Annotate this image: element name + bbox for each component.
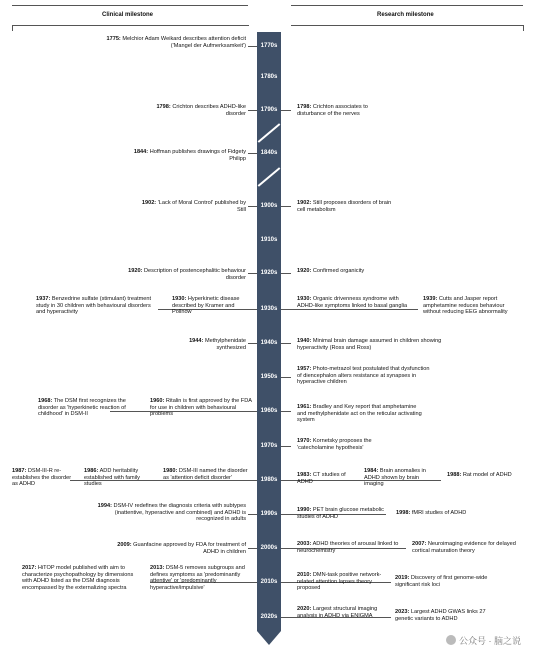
clinical-event: 1937: Benzedrine sulfate (stimulant) treatment study in 30 children with behavioural disorders and hyperactivity bbox=[36, 296, 152, 316]
timeline-arrow bbox=[257, 631, 281, 645]
decade-label: 2000s bbox=[260, 545, 278, 551]
decade-label: 1990s bbox=[260, 511, 278, 517]
research-event: 1988: Rat model of ADHD bbox=[447, 472, 512, 478]
connector bbox=[248, 46, 257, 47]
decade-label: 1950s bbox=[260, 374, 278, 380]
connector bbox=[281, 446, 291, 447]
decade-label: 1970s bbox=[260, 443, 278, 449]
research-event: 2023: Largest ADHD GWAS links 27 genetic variants to ADHD bbox=[395, 609, 486, 622]
research-event: 2010: DMN-task positive network-related attention lapses theory proposed bbox=[297, 572, 382, 592]
research-event: 2003: ADHD theories of arousal linked to neurochemistry bbox=[297, 541, 399, 554]
clinical-bracket bbox=[12, 25, 249, 31]
clinical-event: 2009: Guanfacine approved by FDA for treatment of ADHD in children bbox=[117, 542, 246, 555]
clinical-event: 1920: Description of postencephalitic behaviour disorder bbox=[128, 268, 246, 281]
connector bbox=[281, 411, 291, 412]
connector bbox=[281, 377, 291, 378]
clinical-event: 1960: Ritalin is first approved by the FDA for use in children with behavioural problems bbox=[150, 398, 252, 418]
research-event: 1961: Bradley and Key report that amphetamine and methylphenidate act on the reticular activating system bbox=[297, 404, 422, 424]
connector bbox=[248, 273, 257, 274]
decade-label: 1930s bbox=[260, 306, 278, 312]
connector bbox=[281, 273, 291, 274]
research-bracket bbox=[291, 25, 524, 31]
research-event: 1930: Organic drivenness syndrome with ADHD-like symptoms linked to basal ganglia bbox=[297, 296, 408, 309]
connector bbox=[248, 206, 257, 207]
watermark-text: 公众号 · 脑之说 bbox=[459, 636, 521, 646]
connector bbox=[248, 548, 257, 549]
decade-label: 1780s bbox=[260, 74, 278, 80]
connector bbox=[248, 153, 257, 154]
research-event: 1983: CT studies of ADHD bbox=[297, 472, 346, 485]
decade-label: 1840s bbox=[260, 150, 278, 156]
research-event: 2020: Largest structural imaging analysis in ADHD via ENIGMA bbox=[297, 606, 378, 619]
research-event: 1902: Still proposes disorders of brain cell metabolism bbox=[297, 200, 392, 213]
clinical-event: 1775: Melchior Adam Weikard describes attention deficit ('Mangel der Aufmerksamkeit') bbox=[106, 36, 246, 49]
decade-label: 1980s bbox=[260, 477, 278, 483]
connector bbox=[281, 110, 291, 111]
clinical-event: 1798: Crichton describes ADHD-like disorder bbox=[156, 104, 246, 117]
clinical-event: 1987: DSM-III-R re-establishes the disorder as ADHD bbox=[12, 468, 72, 488]
research-event: 1920: Confirmed organicity bbox=[297, 268, 365, 274]
wechat-logo-icon bbox=[446, 635, 456, 645]
decade-label: 1960s bbox=[260, 408, 278, 414]
decade-label: 1900s bbox=[260, 203, 278, 209]
clinical-event: 1944: Methylphenidate synthesized bbox=[189, 338, 246, 351]
research-event: 2007: Neuroimaging evidence for delayed cortical maturation theory bbox=[412, 541, 516, 554]
clinical-event: 1968: The DSM first recognizes the disorder as 'hyperkinetic reaction of childhood' in DSM-II bbox=[38, 398, 126, 418]
right-header-rule bbox=[291, 5, 523, 6]
research-event: 1939: Cutts and Jasper report amphetamine reduces behaviour without reducing EEG abnormality bbox=[423, 296, 508, 316]
research-event: 1990: PET brain glucose metabolic studies of ADHD bbox=[297, 507, 384, 520]
wechat-watermark bbox=[446, 634, 521, 647]
research-event: 1798: Crichton associates to disturbance of the nerves bbox=[297, 104, 368, 117]
research-event: 2019: Discovery of first genome-wide significant risk loci bbox=[395, 575, 488, 588]
clinical-event: 1930: Hyperkinetic disease described by Kramer and Pollnow bbox=[172, 296, 240, 316]
clinical-event: 1844: Hoffman publishes drawings of Fidgety Philipp bbox=[133, 149, 246, 162]
connector bbox=[248, 110, 257, 111]
connector bbox=[248, 514, 257, 515]
research-milestone-header: Research milestone bbox=[377, 12, 434, 18]
research-event: 1940: Minimal brain damage assumed in children showing hyperactivity (Ross and Ross) bbox=[297, 338, 442, 351]
research-event: 1998: fMRI studies of ADHD bbox=[396, 510, 467, 516]
clinical-event: 2017: HiTOP model published with aim to characterize psychopathology by dimensions with ADHD listed as the DSM diagnosis encompassed by the externalizing spectra bbox=[22, 565, 134, 591]
clinical-event: 1902: 'Lack of Moral Control' published by Still bbox=[141, 200, 246, 213]
left-header-rule bbox=[12, 5, 248, 6]
decade-label: 1940s bbox=[260, 340, 278, 346]
clinical-event: 1986: ADD heritability established with family studies bbox=[84, 468, 140, 488]
decade-label: 2020s bbox=[260, 614, 278, 620]
connector bbox=[248, 343, 257, 344]
clinical-milestone-header: Clinical milestone bbox=[102, 12, 154, 18]
research-event: 1970: Kornetsky proposes the 'catecholamine hypothesis' bbox=[297, 438, 372, 451]
clinical-event: 1994: DSM-IV redefines the diagnosis criteria with subtypes (inattentive, hyperactive and combined) and ADHD is recognized in adults bbox=[97, 503, 246, 523]
research-event: 1957: Photo-metrazol test postulated that dysfunction of diencephalon alters resistance at synapses in hyperactive children bbox=[297, 366, 430, 386]
decade-label: 1920s bbox=[260, 270, 278, 276]
decade-label: 1910s bbox=[260, 237, 278, 243]
clinical-event: 2013: DSM-5 removes subgroups and defines symptoms as 'predominantly attentive' or 'predominantly hyperactive/impulsive' bbox=[150, 565, 245, 591]
decade-label: 1770s bbox=[260, 43, 278, 49]
connector bbox=[281, 206, 291, 207]
decade-label: 1790s bbox=[260, 107, 278, 113]
timeline-bar bbox=[257, 32, 281, 631]
connector bbox=[281, 343, 291, 344]
research-event: 1984: Brain anomalies in ADHD shown by brain imaging bbox=[364, 468, 426, 488]
decade-label: 2010s bbox=[260, 579, 278, 585]
clinical-event: 1980: DSM-III named the disorder as 'attention deficit disorder' bbox=[163, 468, 248, 481]
